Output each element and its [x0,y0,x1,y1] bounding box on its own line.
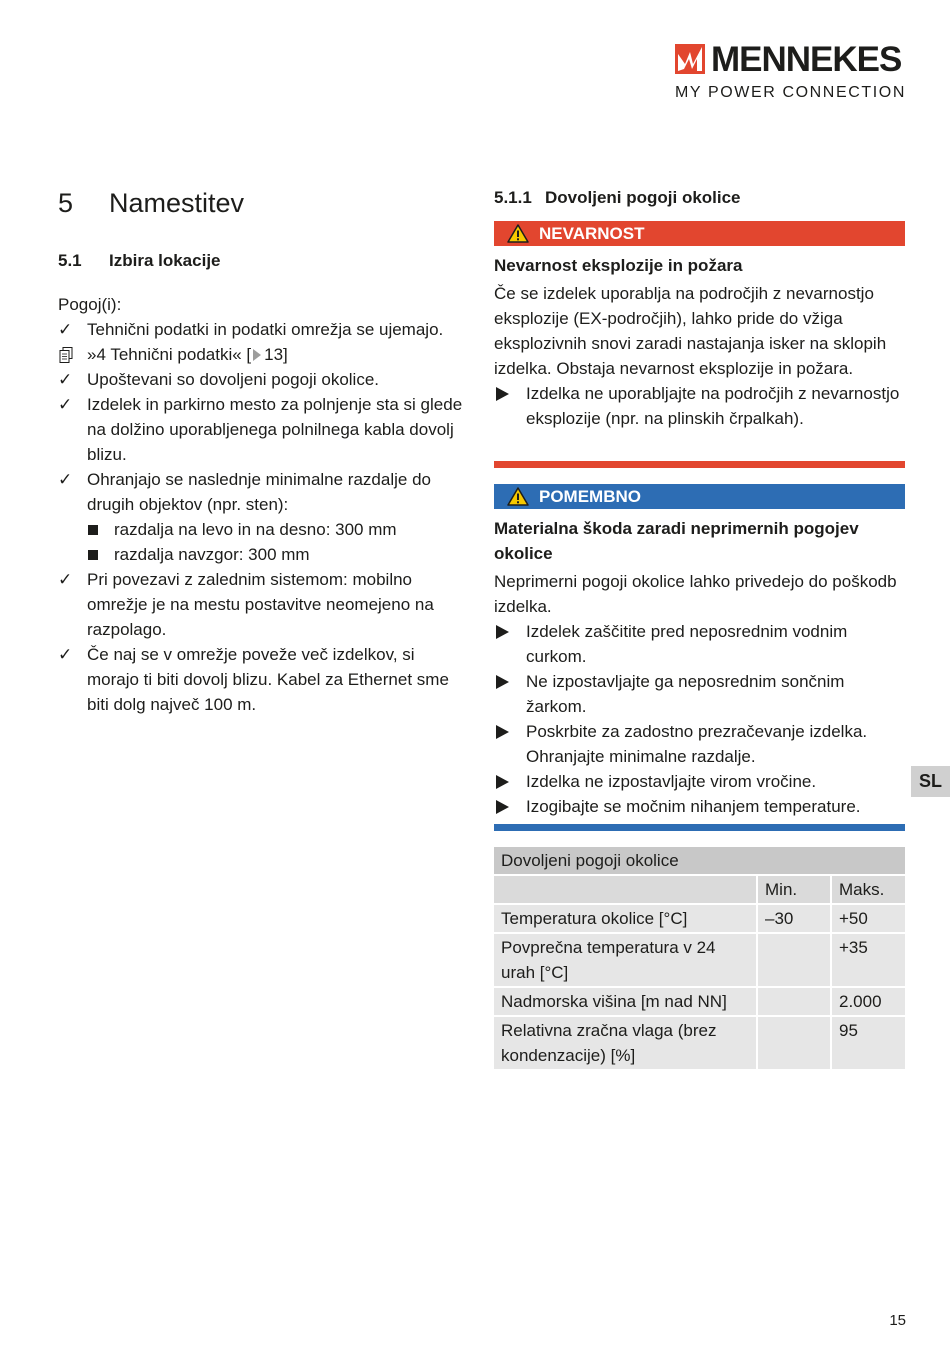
check-icon: ✓ [58,395,73,414]
condition-text: Če naj se v omrežje poveže več izdelkov, si morajo ti biti dovolj blizu. Kabel za Ethernet sme biti dolg največ 100 m. [87,645,449,714]
language-tab: SL [911,766,950,797]
notice-body: Neprimerni pogoji okolice lahko privedejo do poškodb izdelka. [494,572,897,616]
table-cell [757,987,831,1016]
chapter-title: Namestitev [109,188,245,218]
condition-item [58,467,470,517]
warning-triangle-icon [507,224,529,243]
table-row [494,1016,905,1070]
table-cell: Relativna zračna vlaga (brez kondenzacije) [%] [494,1016,757,1070]
check-icon: ✓ [58,370,73,389]
danger-banner [494,221,905,246]
section-heading [58,249,221,273]
condition-text: Izdelek in parkirno mesto za polnjenje sta si glede na dolžino uporabljenega polnilnega kabla dovolj blizu. [87,395,463,464]
action-arrow-icon [496,725,509,739]
action-arrow-icon [496,775,509,789]
check-icon: ✓ [58,470,73,489]
page-number: 15 [889,1312,906,1329]
table-cell: +35 [831,933,905,987]
condition-item [58,567,470,642]
notice-step [494,769,905,794]
condition-item [58,317,470,342]
distance-item [58,517,470,542]
notice-step [494,669,905,719]
notice-step [494,619,905,669]
reference-text: »4 Tehnični podatki« [ [87,345,252,364]
condition-text: Ohranjajo se naslednje minimalne razdalje do drugih objektov (npr. sten): [87,470,431,514]
document-reference-icon [59,347,73,363]
table-cell: +50 [831,904,905,933]
table-title-row [494,847,905,875]
warning-triangle-icon [507,487,529,506]
danger-step [494,381,905,431]
notice-step [494,794,905,819]
notice-step [494,719,905,769]
danger-heading: Nevarnost eksplozije in požara [494,256,743,275]
conditions-label: Pogoj(i): [58,295,122,314]
table-row [494,904,905,933]
column-header-max: Maks. [831,875,905,904]
condition-item [58,367,470,392]
condition-item [58,392,470,467]
reference-link[interactable] [87,345,288,364]
action-arrow-icon [496,675,509,689]
table-row [494,933,905,987]
condition-item [58,642,470,717]
danger-label: NEVARNOST [539,224,645,243]
notice-steps [494,619,905,819]
notice-heading: Materialna škoda zaradi neprimernih pogojev okolice [494,519,859,563]
table-cell: Nadmorska višina [m nad NN] [494,987,757,1016]
chapter-number: 5 [58,188,74,218]
table-row [494,987,905,1016]
distance-text: razdalja navzgor: 300 mm [114,545,310,564]
danger-body: Če se izdelek uporablja na področjih z nevarnostjo eksplozije (EX-področjih), lahko pride do vžiga eksplozivnih snovi zaradi nastajanja isker na sklopih izdelka. Obstaja nevarnost eksplozije in požara. [494,284,887,378]
condition-text: Tehnični podatki in podatki omrežja se ujemajo. [87,320,444,339]
check-icon: ✓ [58,570,73,589]
check-icon: ✓ [58,320,73,339]
environment-conditions-table [494,847,905,1071]
table-cell: Povprečna temperatura v 24 urah [°C] [494,933,757,987]
subsection-title: Dovoljeni pogoji okolice [545,188,741,207]
column-header [494,875,757,904]
danger-end-rule [494,461,905,468]
table-cell: 95 [831,1016,905,1070]
table-title: Dovoljeni pogoji okolice [494,847,905,875]
distance-item [58,542,470,567]
page-arrow-icon [253,349,261,361]
table-cell: 2.000 [831,987,905,1016]
table-cell: Temperatura okolice [°C] [494,904,757,933]
section-title: Izbira lokacije [109,251,221,270]
subsection-number: 5.1.1 [494,188,532,207]
distance-text: razdalja na levo in na desno: 300 mm [114,520,397,539]
table-cell [757,933,831,987]
condition-item-reference [58,342,470,367]
subsection-heading [494,186,905,210]
notice-label: POMEMBNO [539,487,641,506]
step-text: Ne izpostavljajte ga neposrednim sončnim žarkom. [526,672,845,716]
reference-page: 13] [264,345,288,364]
condition-text: Upoštevani so dovoljeni pogoji okolice. [87,370,380,389]
mennekes-logo-mark-icon [675,44,705,74]
square-bullet-icon [88,550,98,560]
notice-banner [494,484,905,509]
action-arrow-icon [496,800,509,814]
conditions-list [58,317,470,717]
step-text: Izdelka ne uporabljajte na področjih z nevarnostjo eksplozije (npr. na plinskih črpalkah). [526,384,900,428]
condition-text: Pri povezavi z zalednim sistemom: mobilno omrežje je na mestu postavitve neomejeno na razpolago. [87,570,434,639]
danger-steps [494,381,905,431]
step-text: Izdelek zaščitite pred neposrednim vodnim curkom. [526,622,848,666]
chapter-heading [58,186,244,220]
section-number: 5.1 [58,251,82,270]
square-bullet-icon [88,525,98,535]
check-icon: ✓ [58,645,73,664]
action-arrow-icon [496,625,509,639]
brand-tagline: MY POWER CONNECTION [675,84,907,101]
table-header-row [494,875,905,904]
table-cell [757,1016,831,1070]
notice-end-rule [494,824,905,831]
mennekes-logo [675,40,905,104]
action-arrow-icon [496,387,509,401]
step-text: Izogibajte se močnim nihanjem temperature. [526,797,861,816]
brand-name: MENNEKES [711,40,902,79]
step-text: Poskrbite za zadostno prezračevanje izdelka. Ohranjajte minimalne razdalje. [526,722,868,766]
table-cell: –30 [757,904,831,933]
step-text: Izdelka ne izpostavljajte virom vročine. [526,772,817,791]
column-header-min: Min. [757,875,831,904]
